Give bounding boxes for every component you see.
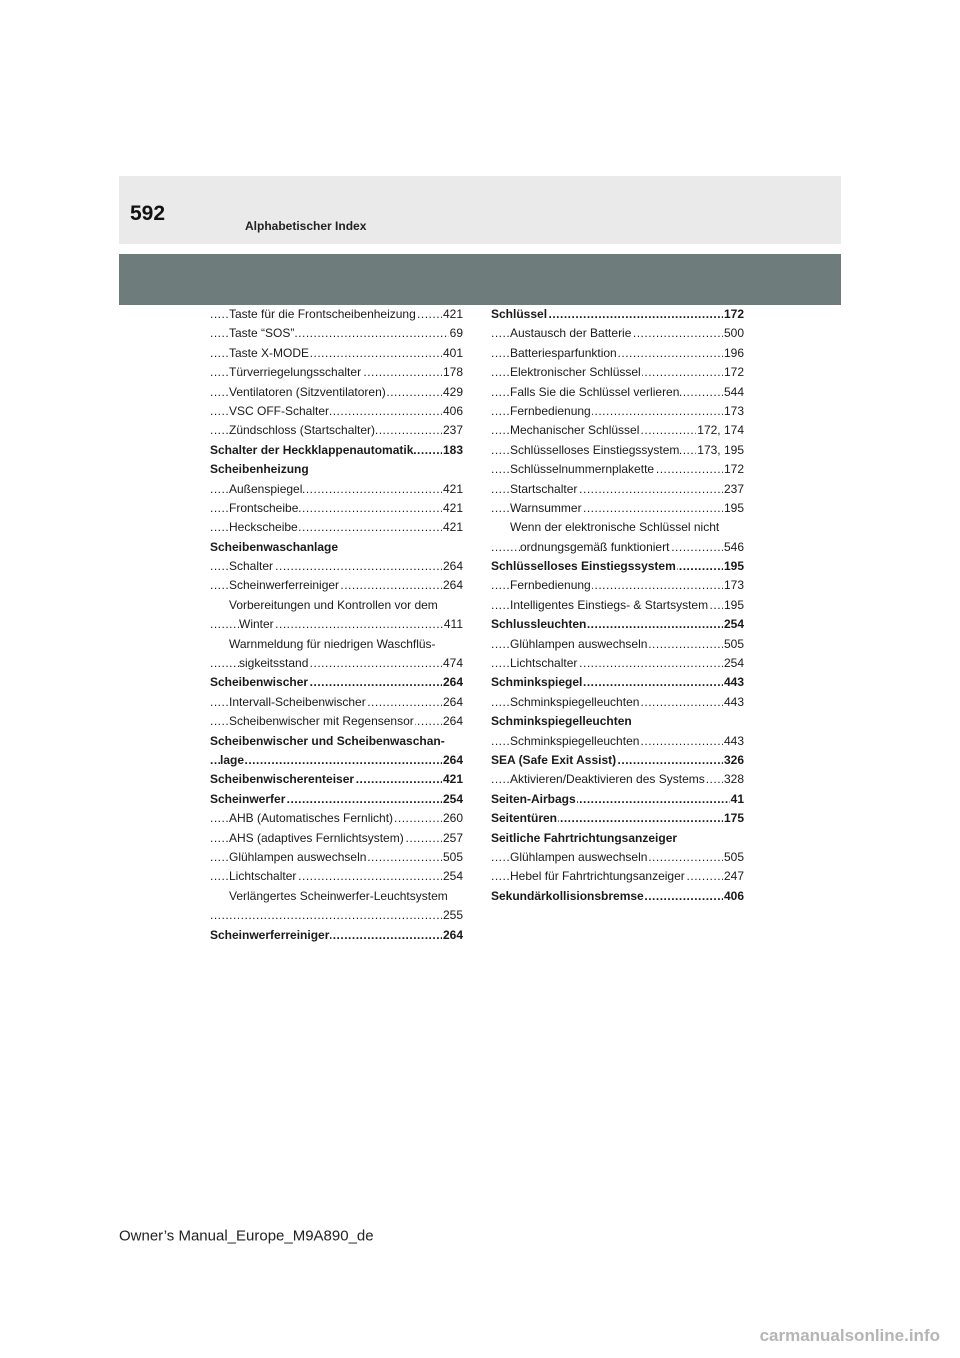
index-page-number: 175 (723, 809, 744, 828)
index-entry-text: Schlüsselloses Einstiegssystem (510, 442, 680, 457)
index-entry (210, 538, 463, 557)
index-entry-text: Zündschloss (Startschalter) (229, 423, 376, 438)
index-page-number: 474 (442, 654, 463, 673)
index-page-number: 172 (723, 363, 744, 382)
index-subentry (210, 848, 463, 867)
index-entry-text: Glühlampen auswechseln (510, 636, 648, 651)
index-subentry (210, 344, 463, 363)
index-subentry (491, 324, 744, 343)
index-entry-text: Vorbereitungen und Kontrollen vor dem (229, 597, 438, 612)
index-entry-text: Schlüsselnummernplakette (510, 462, 655, 477)
index-page-number: 544 (723, 383, 744, 402)
index-page-number: 254 (442, 867, 463, 886)
index-subentry (491, 344, 744, 363)
index-page-number: 429 (442, 383, 463, 402)
index-subentry (491, 402, 744, 421)
index-entry-text: Glühlampen auswechseln (510, 849, 648, 864)
index-entry (491, 751, 744, 770)
index-entry-text: Schlussleuchten (491, 617, 587, 632)
index-page-number: 195 (723, 596, 744, 615)
index-entry-text: Hebel für Fahrtrichtungsanzeiger (510, 869, 685, 884)
index-entry-text: Intelligentes Einstiegs- & Startsystem (510, 597, 709, 612)
index-entry (491, 887, 744, 906)
index-page-number: 500 (723, 324, 744, 343)
index-subentry (210, 480, 463, 499)
index-subentry (210, 518, 463, 537)
index-page-number: 173 (723, 402, 744, 421)
index-entry-text (239, 908, 240, 922)
index-entry-text: Schminkspiegelleuchten (510, 694, 640, 709)
index-page-number: 264 (442, 712, 463, 731)
index-entry-text: Seitentüren (491, 811, 558, 826)
index-page-number: 254 (442, 790, 463, 809)
index-subentry (210, 402, 463, 421)
index-entry-text: Batteriesparfunktion (510, 345, 617, 360)
index-subentry (491, 460, 744, 479)
index-entry-text: AHS (adaptives Fernlichtsystem) (229, 830, 404, 845)
index-subentry (210, 557, 463, 576)
index-subentry (210, 867, 463, 886)
index-page-number: 421 (442, 770, 463, 789)
index-page-number: 505 (442, 848, 463, 867)
index-entry-text: Scheibenheizung (210, 462, 309, 477)
index-page-number: 178 (442, 363, 463, 382)
index-entry-text: SEA (Safe Exit Assist) (491, 752, 617, 767)
index-page-number: 254 (723, 654, 744, 673)
index-page-number: 264 (442, 751, 463, 770)
index-subentry (210, 712, 463, 731)
header-band (119, 176, 841, 244)
index-entry-text: lage (220, 752, 245, 767)
index-entry-text: AHB (Automatisches Fernlicht) (229, 811, 394, 826)
index-entry (210, 751, 463, 770)
index-entry-text: Scheibenwischer und Scheibenwaschan- (210, 733, 445, 748)
index-entry-text: Mechanischer Schlüssel (510, 423, 640, 438)
index-entry-text: Startschalter (510, 481, 578, 496)
index-subentry (210, 693, 463, 712)
index-entry-text: Außenspiegel (229, 481, 303, 496)
index-entry-text: Taste für die Frontscheibenheizung (229, 307, 416, 321)
index-page-number: 421 (442, 518, 463, 537)
index-entry-text: Schlüsselloses Einstiegssystem (491, 559, 676, 574)
index-entry-text: Ventilatoren (Sitzventilatoren) (229, 384, 386, 399)
index-subentry (210, 809, 463, 828)
index-entry-text: Wenn der elektronische Schlüssel nicht (510, 520, 720, 535)
index-entry-text: Seiten-Airbags (491, 791, 576, 806)
index-page-number: 421 (442, 305, 463, 324)
index-page-number: 195 (723, 499, 744, 518)
index-entry-text: Lichtschalter (229, 869, 297, 884)
index-page-number: 326 (723, 751, 744, 770)
page-number: 592 (130, 202, 166, 225)
index-entry-text: Falls Sie die Schlüssel verlieren (510, 384, 680, 399)
index-entry-text: Scheinwerferreiniger (229, 578, 340, 593)
index-subentry (491, 441, 744, 460)
index-subentry (491, 635, 744, 654)
index-subentry (210, 635, 463, 654)
index-entry (491, 305, 744, 324)
index-entry-text: Türverriegelungsschalter (229, 365, 362, 380)
index-entry (210, 926, 463, 945)
index-page-number: 260 (442, 809, 463, 828)
index-subentry (491, 518, 744, 537)
index-subentry (491, 363, 744, 382)
index-subentry (210, 654, 463, 673)
index-entry-text: Frontscheibe (229, 500, 299, 515)
index-page-number: 247 (723, 867, 744, 886)
index-entry-text: Taste X-MODE (229, 345, 310, 360)
index-page-number: ..... 255 (442, 906, 463, 925)
index-entry-text: Verlängertes Scheinwerfer-Leuchtsystem (229, 888, 448, 903)
index-page-number: 406 (723, 887, 744, 906)
index-subentry (210, 324, 463, 343)
index-page-number: 41 (730, 790, 744, 809)
index-entry-text: Fernbedienung (510, 578, 591, 593)
index-page-number: 505 (723, 635, 744, 654)
index-page-number: 196 (723, 344, 744, 363)
index-subentry (491, 576, 744, 595)
index-column-left (210, 305, 463, 945)
index-subentry (210, 829, 463, 848)
index-subentry (491, 732, 744, 751)
index-entry (210, 732, 463, 751)
index-page-number: 257 (442, 829, 463, 848)
index-page-number: 421 (442, 480, 463, 499)
index-subentry (491, 538, 744, 557)
index-page-number: 264 (442, 557, 463, 576)
section-bar (119, 254, 841, 305)
index-entry-text: Scheibenwischer mit Regensensor (229, 714, 414, 729)
footer-text: Owner’s Manual_Europe_M9A890_de (119, 1227, 374, 1245)
index-entry (210, 460, 463, 479)
index-entry (210, 441, 463, 460)
index-entry-text: Schalter der Heckklappenautomatik (210, 442, 414, 457)
index-page-number: 69 (449, 324, 463, 343)
index-entry-text: ordnungsgemäß funktioniert (520, 539, 670, 554)
index-entry-text: sigkeitsstand (239, 656, 309, 671)
index-entry-text: Heckscheibe (229, 520, 298, 535)
index-entry-text: Glühlampen auswechseln (229, 849, 367, 864)
index-page-number: 546 (723, 538, 744, 557)
index-subentry (491, 499, 744, 518)
index-subentry (210, 576, 463, 595)
index-entry (491, 829, 744, 848)
index-entry (491, 809, 744, 828)
index-entry-text: Scheinwerferreiniger (210, 927, 330, 942)
index-page-number: 183 (442, 441, 463, 460)
index-page-number: 237 (442, 421, 463, 440)
index-entry (491, 712, 744, 731)
index-page-number: 172 (723, 305, 744, 324)
index-page-number: 264 (442, 693, 463, 712)
index-entry-text: Schalter (229, 559, 274, 574)
index-entry-text: Seitliche Fahrtrichtungsanzeiger (491, 830, 678, 845)
index-entry-text: Scheibenwischerenteiser (210, 772, 355, 787)
index-page-number: 173 (723, 576, 744, 595)
index-entry-text: Winter (239, 617, 274, 632)
index-column-right (491, 305, 744, 906)
index-subentry (491, 596, 744, 615)
index-subentry (491, 383, 744, 402)
index-page-number: 172, 174 (696, 421, 744, 440)
index-entry (491, 790, 744, 809)
index-subentry (210, 906, 463, 925)
index-entry-text: Scheibenwischer (210, 675, 309, 690)
index-entry-text: Taste “SOS” (229, 326, 295, 341)
index-entry (210, 770, 463, 789)
index-page-number: 173, 195 (696, 441, 744, 460)
index-page-number: 421 (442, 499, 463, 518)
index-page-number: 411 (443, 615, 463, 634)
index-entry-text: Aktivieren/Deaktivieren des Systems (510, 772, 705, 787)
header-title: Alphabetischer Index (245, 219, 367, 233)
index-page-number: 401 (442, 344, 463, 363)
index-page-number: 264 (442, 673, 463, 692)
index-entry-text: Fernbedienung (510, 403, 591, 418)
watermark: carmanualsonline.info (759, 1326, 940, 1345)
index-entry-text: Schminkspiegel (491, 675, 583, 690)
index-entry-text: Elektronischer Schlüssel (510, 365, 641, 380)
index-subentry (210, 383, 463, 402)
index-entry-text: Warnsummer (510, 500, 582, 515)
index-entry-text: Scheinwerfer (210, 791, 286, 806)
index-subentry (491, 654, 744, 673)
index-entry-text: Austausch der Batterie (510, 326, 632, 341)
index-subentry (210, 499, 463, 518)
index-page-number: 237 (723, 480, 744, 499)
index-entry-text: Schminkspiegelleuchten (510, 733, 640, 748)
index-entry (491, 557, 744, 576)
index-entry-text: Warnmeldung für niedrigen Waschflüs- (229, 636, 436, 651)
index-subentry (210, 421, 463, 440)
index-entry (210, 790, 463, 809)
index-page-number: 264 (442, 926, 463, 945)
index-entry (491, 673, 744, 692)
index-subentry (491, 848, 744, 867)
index-entry-text: Sekundärkollisionsbremse (491, 888, 644, 903)
index-page-number: 443 (723, 693, 744, 712)
index-subentry (491, 770, 744, 789)
index-entry-text: Schlüssel (491, 307, 548, 321)
index-page-number: 505 (723, 848, 744, 867)
index-page-number: 328 (723, 770, 744, 789)
index-subentry (210, 305, 463, 324)
index-page-number: 195 (723, 557, 744, 576)
index-page-number: 443 (723, 732, 744, 751)
index-entry (491, 615, 744, 634)
index-page-number: 406 (442, 402, 463, 421)
index-subentry (210, 596, 463, 615)
index-entry-text: Intervall-Scheibenwischer (229, 694, 366, 709)
index-subentry (491, 693, 744, 712)
index-subentry (210, 615, 463, 634)
index-page-number: 254 (723, 615, 744, 634)
index-entry-text: Lichtschalter (510, 656, 578, 671)
index-page-number: 264 (442, 576, 463, 595)
index-subentry (491, 480, 744, 499)
index-entry-text: Scheibenwaschanlage (210, 539, 339, 554)
index-subentry (210, 363, 463, 382)
index-entry (210, 673, 463, 692)
index-page-number: 443 (723, 673, 744, 692)
index-subentry (210, 887, 463, 906)
index-entry-text: VSC OFF-Schalter (229, 403, 330, 418)
index-subentry (491, 867, 744, 886)
index-page-number: 172 (723, 460, 744, 479)
index-subentry (491, 421, 744, 440)
index-entry-text: Schminkspiegelleuchten (491, 714, 632, 729)
